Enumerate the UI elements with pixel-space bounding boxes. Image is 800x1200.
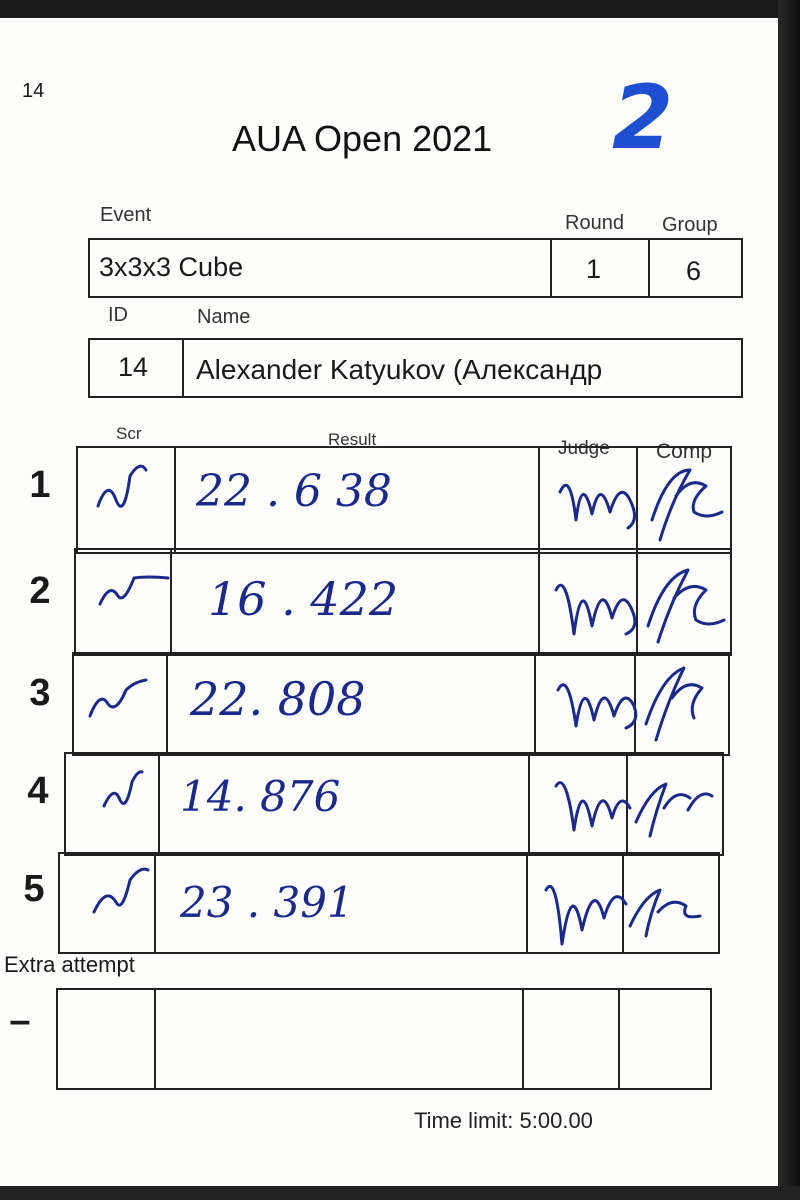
attempt-result: 22 . 6 38 [196,466,392,517]
group-label: Group [662,214,718,236]
extra-attempt-row [56,988,712,1090]
name-label: Name [197,306,251,328]
judge-signature-3 [558,685,636,728]
attempt-result: 22. 808 [190,672,366,726]
comp-signature-2 [648,570,724,642]
extra-attempt-number: – [9,1000,31,1042]
id-label: ID [108,304,128,326]
competitor-number: 14 [22,80,45,102]
attempt-result: 14. 876 [180,772,341,821]
attempt-number: 1 [29,464,51,506]
extra-attempt-label: Extra attempt [4,952,135,977]
attempt-result: 23 . 391 [180,878,354,927]
judge-signature-5 [546,886,626,944]
comp-header: Comp [656,440,713,463]
judge-signature-1 [560,485,635,528]
group-mark: 2 [612,66,674,169]
group-value: 6 [686,256,702,286]
event-label: Event [100,204,152,226]
result-header: Result [328,430,377,449]
comp-signature-4 [636,784,712,836]
name-value: Alexander Katyukov (Александр [196,354,603,385]
attempt-result: 16 . 422 [208,572,399,626]
round-value: 1 [586,254,602,284]
scr-header: Scr [116,424,142,443]
comp-signature-3 [646,668,702,740]
attempt-number: 4 [27,770,49,812]
judge-header: Judge [558,438,610,459]
scrambler-mark-3 [90,680,146,716]
time-limit: Time limit: 5:00.00 [414,1108,593,1133]
round-label: Round [565,212,624,234]
attempt-number: 3 [29,672,51,714]
attempt-number: 5 [23,868,45,910]
comp-signature-1 [652,470,722,540]
comp-signature-5 [630,890,700,936]
scrambler-mark-2 [100,577,168,604]
judge-signature-2 [556,585,635,634]
scrambler-mark-4 [104,772,142,806]
attempt-number: 2 [29,570,51,612]
scrambler-mark-5 [94,869,148,912]
id-value: 14 [118,352,149,382]
judge-signature-4 [556,783,630,830]
event-value: 3x3x3 Cube [99,252,244,282]
card-title: AUA Open 2021 [232,118,493,159]
scrambler-mark-1 [98,466,146,506]
